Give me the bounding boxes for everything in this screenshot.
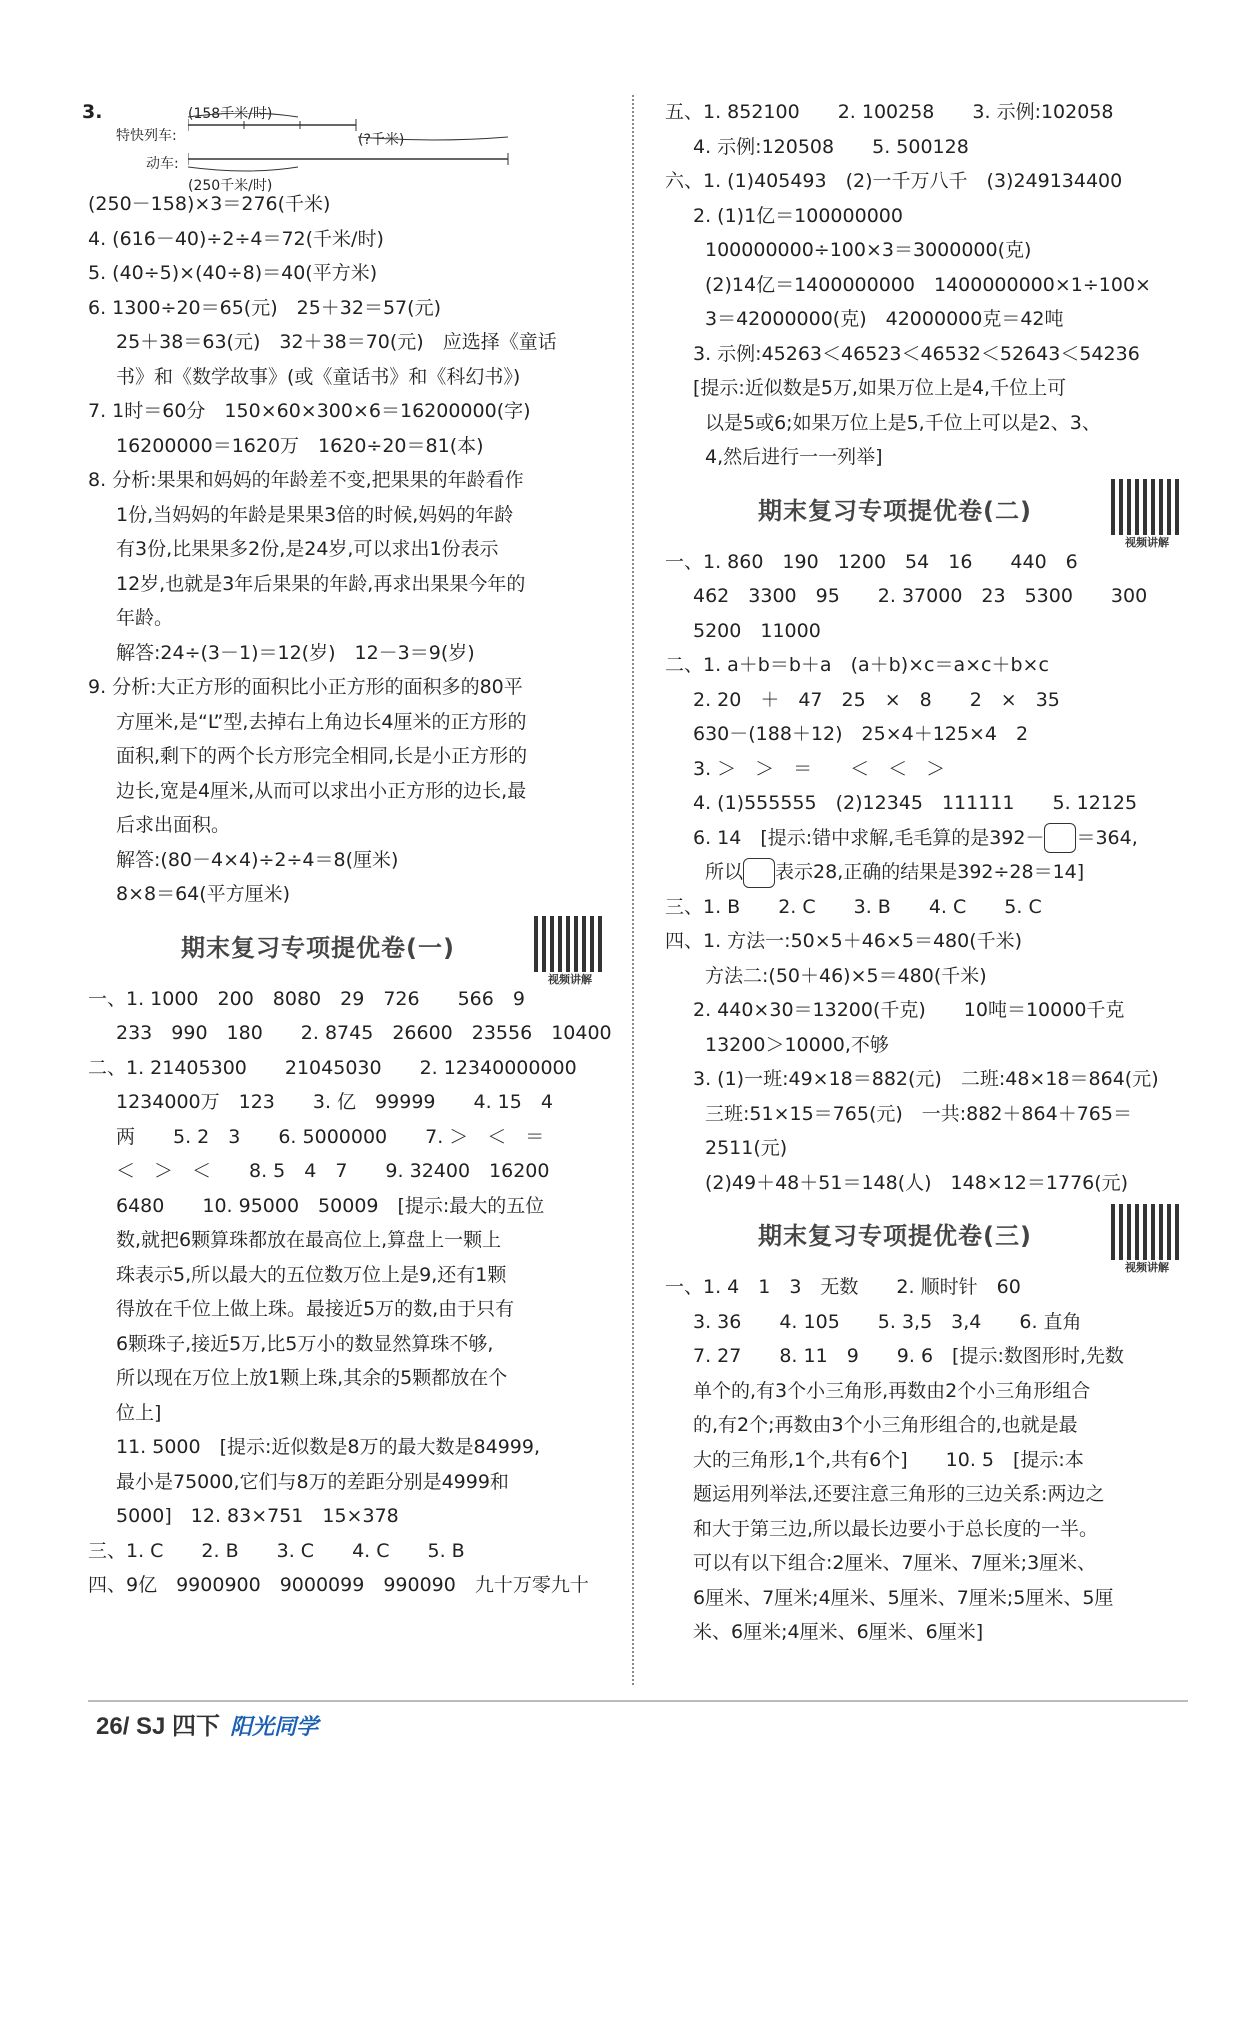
text-line: 米、6厘米;4厘米、6厘米、6厘米] [693,1621,984,1643]
text-line: 5200 11000 [693,619,821,642]
text-line: 630－(188＋12) 25×4＋125×4 2 [693,723,1029,745]
text-line: 书》和《数学故事》(或《童话书》和《科幻书》) [116,365,521,388]
text-line: 方法二:(50＋46)×5＝480(千米) [705,964,987,987]
text-fragment: 6. 14 [提示:错中求解,毛毛算的是392－ [693,826,1045,849]
text-line: 三、1. B 2. C 3. B 4. C 5. C [665,895,1042,918]
q3-number: 3. [82,101,103,123]
text-line: 面积,剩下的两个长方形完全相同,长是小正方形的 [116,745,528,767]
text-line: 四、1. 方法一:50×5＋46×5＝480(千米) [665,930,1023,952]
text-line: 25＋38＝63(元) 32＋38＝70(元) 应选择《童话 [116,331,557,353]
text-line: 5. (40÷5)×(40÷8)＝40(平方米) [88,262,378,284]
text-line: 一、1. 4 1 3 无数 2. 顺时针 60 [665,1276,1021,1298]
text-line: 3. ＞ ＞ ＝ ＜ ＜ ＞ [693,757,946,780]
text-line: 位上] [116,1401,162,1424]
text-line: 解答:(80－4×4)÷2÷4＝8(厘米) [116,848,399,871]
text-line: 4. 示例:120508 5. 500128 [693,135,969,158]
text-line: 13200＞10000,不够 [705,1033,889,1056]
blank-box [743,858,775,888]
section-title: 期末复习专项提优卷(一) [181,933,455,962]
footer-rule [88,1700,1188,1702]
text-line: 6厘米、7厘米;4厘米、5厘米、7厘米;5厘米、5厘 [693,1586,1114,1609]
text-line: 单个的,有3个小三角形,再数由2个小三角形组合 [693,1379,1091,1402]
text-line: 11. 5000 [提示:近似数是8万的最大数是84999, [116,1436,540,1458]
text-line: 得放在千位上做上珠。最接近5万的数,由于只有 [116,1298,515,1320]
text-line: 2. (1)1亿＝100000000 [693,204,903,227]
text-line: 3. 36 4. 105 5. 3,5 3,4 6. 直角 [693,1310,1082,1333]
train2-speed: (250千米/时) [188,178,273,194]
text-line: 2511(元) [705,1137,788,1159]
text-line: 一、1. 860 190 1200 54 16 440 6 [665,550,1078,573]
text-line: 462 3300 95 2. 37000 23 5300 300 [693,585,1148,607]
text-line: 边长,宽是4厘米,从而可以求出小正方形的边长,最 [116,779,527,802]
text-line: 所以现在万位上放1颗上珠,其余的5颗都放在个 [116,1367,508,1389]
qr-caption: 视频讲解 [1125,1261,1169,1274]
text-line: 两 5. 2 3 6. 5000000 7. ＞ ＜ ＝ [116,1125,545,1148]
column-divider [632,95,634,1685]
text-line: 2. 20 ＋ 47 25 × 8 2 × 35 [693,688,1060,711]
text-line: 年龄。 [116,607,174,629]
text-line: 二、1. a＋b＝b＋a (a＋b)×c＝a×c＋b×c [665,654,1049,676]
unknown-distance: (?千米) [358,132,405,148]
text-line: 1份,当妈妈的年龄是果果3倍的时候,妈妈的年龄 [116,503,514,526]
text-line: 大的三角形,1个,共有6个] 10. 5 [提示:本 [693,1448,1084,1471]
text-line: 六、1. (1)405493 (2)一千万八千 (3)249134400 [665,170,1123,192]
text-fragment: 所以 [705,861,744,883]
qr-caption: 视频讲解 [1125,535,1169,549]
text-line: 7. 27 8. 11 9 9. 6 [提示:数图形时,先数 [693,1345,1124,1367]
text-line: 6颗珠子,接近5万,比5万小的数显然算珠不够, [116,1332,494,1355]
section-header-3 [665,1210,1185,1274]
train1-label: 特快列车: [116,128,177,144]
text-line: 三班:51×15＝765(元) 一共:882＋864＋765＝ [705,1102,1132,1125]
page-footer [96,1706,318,1741]
text-line: 有3份,比果果多2份,是24岁,可以求出1份表示 [116,538,499,560]
text-line: 珠表示5,所以最大的五位数万位上是9,还有1颗 [116,1263,507,1286]
section-header-1 [88,922,608,986]
text-line: 6480 10. 95000 50009 [提示:最大的五位 [116,1194,545,1217]
q6-line [665,821,1185,856]
text-line: 题运用列举法,还要注意三角形的三边关系:两边之 [693,1483,1105,1505]
text-line: 3. (1)一班:49×18＝882(元) 二班:48×18＝864(元) [693,1068,1159,1090]
text-line: 后求出面积。 [116,814,231,836]
q6-line [665,855,1185,890]
text-line: ＜ ＞ ＜ 8. 5 4 7 9. 32400 16200 [116,1160,550,1182]
section-header-2 [665,485,1185,549]
text-line: 4. (1)555555 (2)12345 111111 5. 12125 [693,792,1138,814]
text-line: (2)14亿＝1400000000 1400000000×1÷100× [705,273,1151,296]
segment-lines [188,113,518,173]
text-fragment: ＝364, [1076,826,1138,849]
text-line: 233 990 180 2. 8745 26600 23556 10400 [116,1022,612,1044]
qr-code-icon[interactable] [534,916,606,988]
text-line: 5000] 12. 83×751 15×378 [116,1505,399,1527]
text-line: 7. 1时＝60分 150×60×300×6＝16200000(字) [88,400,531,422]
train2-label: 动车: [146,156,179,172]
text-line: 五、1. 852100 2. 100258 3. 示例:102058 [665,101,1114,123]
text-line: 4,然后进行一一列举] [705,446,883,468]
section-title: 期末复习专项提优卷(三) [758,1222,1032,1250]
text-line: 16200000＝1620万 1620÷20＝81(本) [116,434,484,457]
text-line: (250－158)×3＝276(千米) [88,193,331,215]
text-line: 可以有以下组合:2厘米、7厘米、7厘米;3厘米、 [693,1552,1097,1574]
text-line: 8. 分析:果果和妈妈的年龄差不变,把果果的年龄看作 [88,469,524,491]
right-column [665,95,1185,1650]
text-line: 3. 示例:45263＜46523＜46532＜52643＜54236 [693,342,1140,365]
text-line: 12岁,也就是3年后果果的年龄,再求出果果今年的 [116,572,526,595]
page-number: 26/ SJ 四下 [96,1713,221,1740]
text-line: 3＝42000000(克) 42000000克＝42吨 [705,308,1064,330]
text-line: 8×8＝64(平方厘米) [116,883,291,905]
text-line: 的,有2个;再数由3个小三角形组合的,也就是最 [693,1414,1078,1436]
text-line: 以是5或6;如果万位上是5,千位上可以是2、3、 [705,411,1101,434]
text-line: 一、1. 1000 200 8080 29 726 566 9 [88,987,525,1010]
qr-code-icon[interactable] [1111,1204,1183,1276]
text-line: (2)49＋48＋51＝148(人) 148×12＝1776(元) [705,1171,1129,1194]
brand-logo: 阳光同学 [230,1714,319,1739]
text-fragment: 表示28,正确的结果是392÷28＝14] [775,861,1085,883]
text-line: 三、1. C 2. B 3. C 4. C 5. B [88,1539,465,1562]
text-line: 数,就把6颗算珠都放在最高位上,算盘上一颗上 [116,1229,502,1251]
text-line: 9. 分析:大正方形的面积比小正方形的面积多的80平 [88,676,523,698]
qr-caption: 视频讲解 [548,972,592,986]
text-line: 1234000万 123 3. 亿 99999 4. 15 4 [116,1091,553,1113]
q3-train-diagram [82,95,608,194]
text-line: 2. 440×30＝13200(千克) 10吨＝10000千克 [693,999,1125,1021]
text-line: 二、1. 21405300 21045030 2. 12340000000 [88,1056,577,1079]
text-line: 100000000÷100×3＝3000000(克) [705,239,1032,261]
text-line: 方厘米,是“L”型,去掉右上角边长4厘米的正方形的 [116,710,527,733]
qr-code-icon[interactable] [1111,479,1183,551]
train1-speed: (158千米/时) [188,106,273,122]
text-line: [提示:近似数是5万,如果万位上是4,千位上可 [693,377,1067,399]
text-line: 解答:24÷(3－1)＝12(岁) 12－3＝9(岁) [116,641,475,664]
text-line: 6. 1300÷20＝65(元) 25＋32＝57(元) [88,296,441,319]
section-title: 期末复习专项提优卷(二) [758,496,1032,525]
text-line: 和大于第三边,所以最长边要小于总长度的一半。 [693,1517,1099,1540]
text-line: 最小是75000,它们与8万的差距分别是4999和 [116,1470,509,1493]
blank-box [1044,823,1076,853]
text-line: 4. (616－40)÷2÷4＝72(千米/时) [88,227,384,250]
text-line: 四、9亿 9900900 9000099 990090 九十万零九十 [88,1574,589,1596]
left-column [82,95,612,1603]
